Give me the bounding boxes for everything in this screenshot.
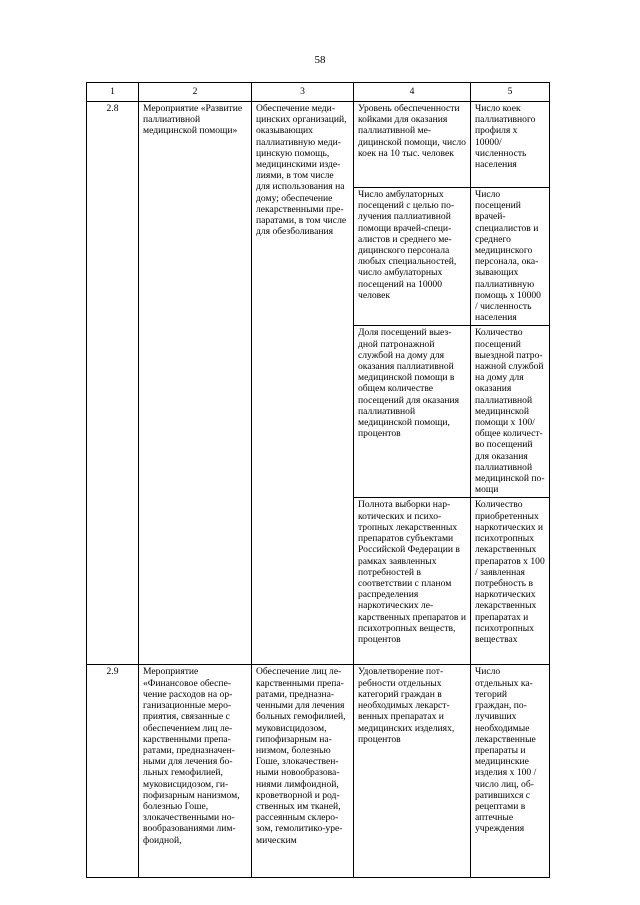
table-row [87, 102, 550, 188]
column-header-1: 1 [87, 83, 139, 102]
indicator-formula: Количество посещений выездной патронажной службой на дому для оказания паллиативной медицинской помощи х 100/общее количество посещений для оказания паллиативной медицинской помощи [471, 326, 550, 498]
column-header-5: 5 [471, 83, 550, 102]
table-header-row [87, 83, 550, 102]
indicator-formula: Число коек паллиативного профиля х 10000/ численность населения [471, 102, 550, 188]
page-number: 58 [314, 54, 326, 66]
indicator-name: Доля посещений выездной патронажной службой на дому для оказания паллиативной медицинской помощи в общем количестве посещений для оказания паллиативной медицинской помощи, процентов [354, 326, 471, 498]
table-row [87, 665, 550, 878]
column-header-2: 2 [139, 83, 252, 102]
column-header-3: 3 [252, 83, 354, 102]
indicator-formula: Количество приобретенных наркотических и психотропных лекарственных препаратов х 100 / заявленная потребность в наркотических лекарственных препаратах и психотропных веществах [471, 498, 550, 665]
indicator-name: Удовлетворение потребности отдельных категорий граждан в необходимых лекарственных препаратах и медицинских изделиях, процентов [354, 665, 471, 878]
event-description-2-8: Обеспечение медицинских организаций, оказывающих паллиативную медицинскую помощь, медицинскими изделиями, в том числе для использования на дому; обеспечение лекарственными препаратами, в том числе для обезболивания [252, 102, 354, 665]
row-number-2-9: 2.9 [87, 665, 139, 878]
event-name-2-8: Мероприятие «Развитие паллиативной медицинской помощи» [139, 102, 252, 665]
column-header-4: 4 [354, 83, 471, 102]
indicator-name: Полнота выборки наркотических и психотропных лекарственных препаратов субъектами Российской Федерации в рамках заявленных потребностей в соответствии с планом распределения наркотических лекарственных препаратов и психотропных веществ, процентов [354, 498, 471, 665]
indicator-formula: Число отдельных категорий граждан, получивших необходимые лекарственные препараты и медицинские изделия х 100 / число лиц, обратившихся с рецептами в аптечные учреждения [471, 665, 550, 878]
indicator-formula: Число посещений врачей-специалистов и среднего медицинского персонала, оказывающих паллиативную помощь х 10000 / численность населения [471, 188, 550, 326]
indicator-name: Число амбулаторных посещений с целью получения паллиативной помощи врачей-специалистов и среднего медицинского персонала любых специальностей, число амбулаторных посещений на 10000 человек [354, 188, 471, 326]
row-number-2-8: 2.8 [87, 102, 139, 665]
event-name-2-9: Мероприятие «Финансовое обеспечение расходов на организационные мероприятия, связанные с обеспечением лиц лекарственными препаратами, предназначенными для лечения больных гемофилией, муковисцидозом, гипофизарным нанизмом, болезнью Гоше, злокачественными новообразованиями лимфоидной, [139, 665, 252, 878]
event-description-2-9: Обеспечение лиц лекарственными препаратами, предназначенными для лечения больных гемофилией, муковисцидозом, гипофизарным нанизмом, болезнью Гоше, злокачественными новообразованиями лимфоидной, кроветворной и родственных им тканей, рассеянным склерозом, гемолитико-уремическим [252, 665, 354, 878]
indicator-name: Уровень обеспеченности койками для оказания паллиативной медицинской помощи, число коек на 10 тыс. человек [354, 102, 471, 188]
indicators-table [86, 82, 550, 878]
